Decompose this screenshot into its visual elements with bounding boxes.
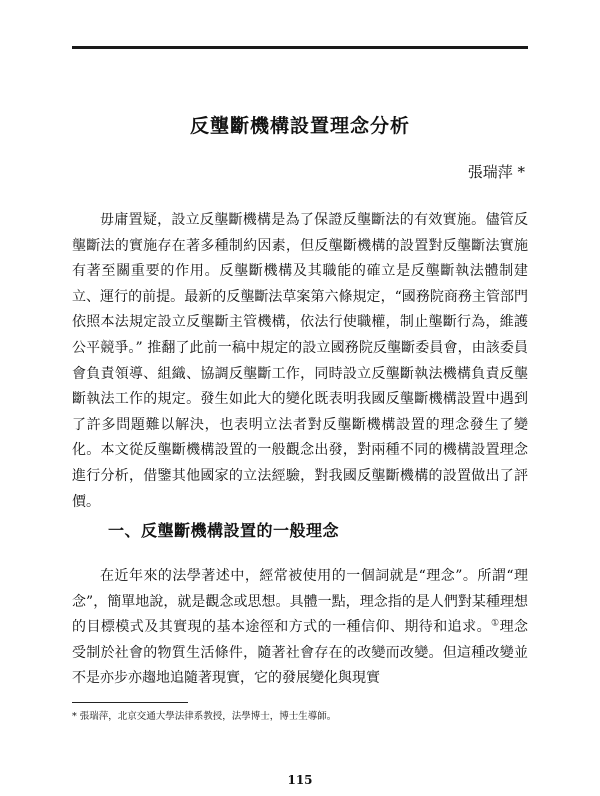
section-paragraph	[72, 564, 528, 692]
author-footnote: * 張瑞萍，北京交通大學法律系教授，法學博士，博士生導師。	[72, 711, 337, 722]
header-rule	[72, 46, 528, 49]
section-paragraph-text: 在近年來的法學著述中，經常被使用的一個詞就是“理念”。所謂“理念”，簡單地說，就是觀念或思想。具體一點，理念指的是人們對某種理想的目標模式及其實現的基本途徑和方式的一種信仰、期待和追求。	[72, 568, 528, 636]
intro-paragraph: 毋庸置疑，設立反壟斷機構是為了保證反壟斷法的有效實施。儘管反壟斷法的實施存在著多種制約因素，但反壟斷機構的設置對反壟斷法實施有著至關重要的作用。反壟斷機構及其職能的確立是反壟斷執法體制建立、運行的前提。最新的反壟斷法草案第六條規定，“國務院商務主管部門依照本法規定設立反壟斷主管機構，依法行使職權，制止壟斷行為，維護公平競爭。” 推翻了此前一稿中規定的設立國務院反壟斷委員會，由該委員會負責領導、組織、協調反壟斷工作，同時設立反壟斷執法機構負責反壟斷執法工作的規定。發生如此大的變化既表明我國反壟斷機構設置中遇到了許多問題難以解決，也表明立法者對反壟斷機構設置的理念發生了變化。本文從反壟斷機構設置的一般觀念出發，對兩種不同的機構設置理念進行分析，借鑒其他國家的立法經驗，對我國反壟斷機構的設置做出了評價。	[72, 212, 528, 510]
page-number: 115	[287, 773, 313, 787]
footnote-rule	[72, 702, 188, 703]
footnote-reference[interactable]: ①	[491, 618, 500, 629]
author-name: 張瑞萍 *	[467, 163, 525, 181]
section-paragraph-continued: 理念受制於社會的物質生活條件，隨著社會存在的改變而改變。但這種改變並不是亦步亦趨地追隨著現實，它的發展變化與現實	[72, 619, 529, 687]
section-heading: 一、反壟斷機構設置的一般理念	[108, 521, 340, 540]
article-title: 反壟斷機構設置理念分析	[189, 115, 410, 137]
